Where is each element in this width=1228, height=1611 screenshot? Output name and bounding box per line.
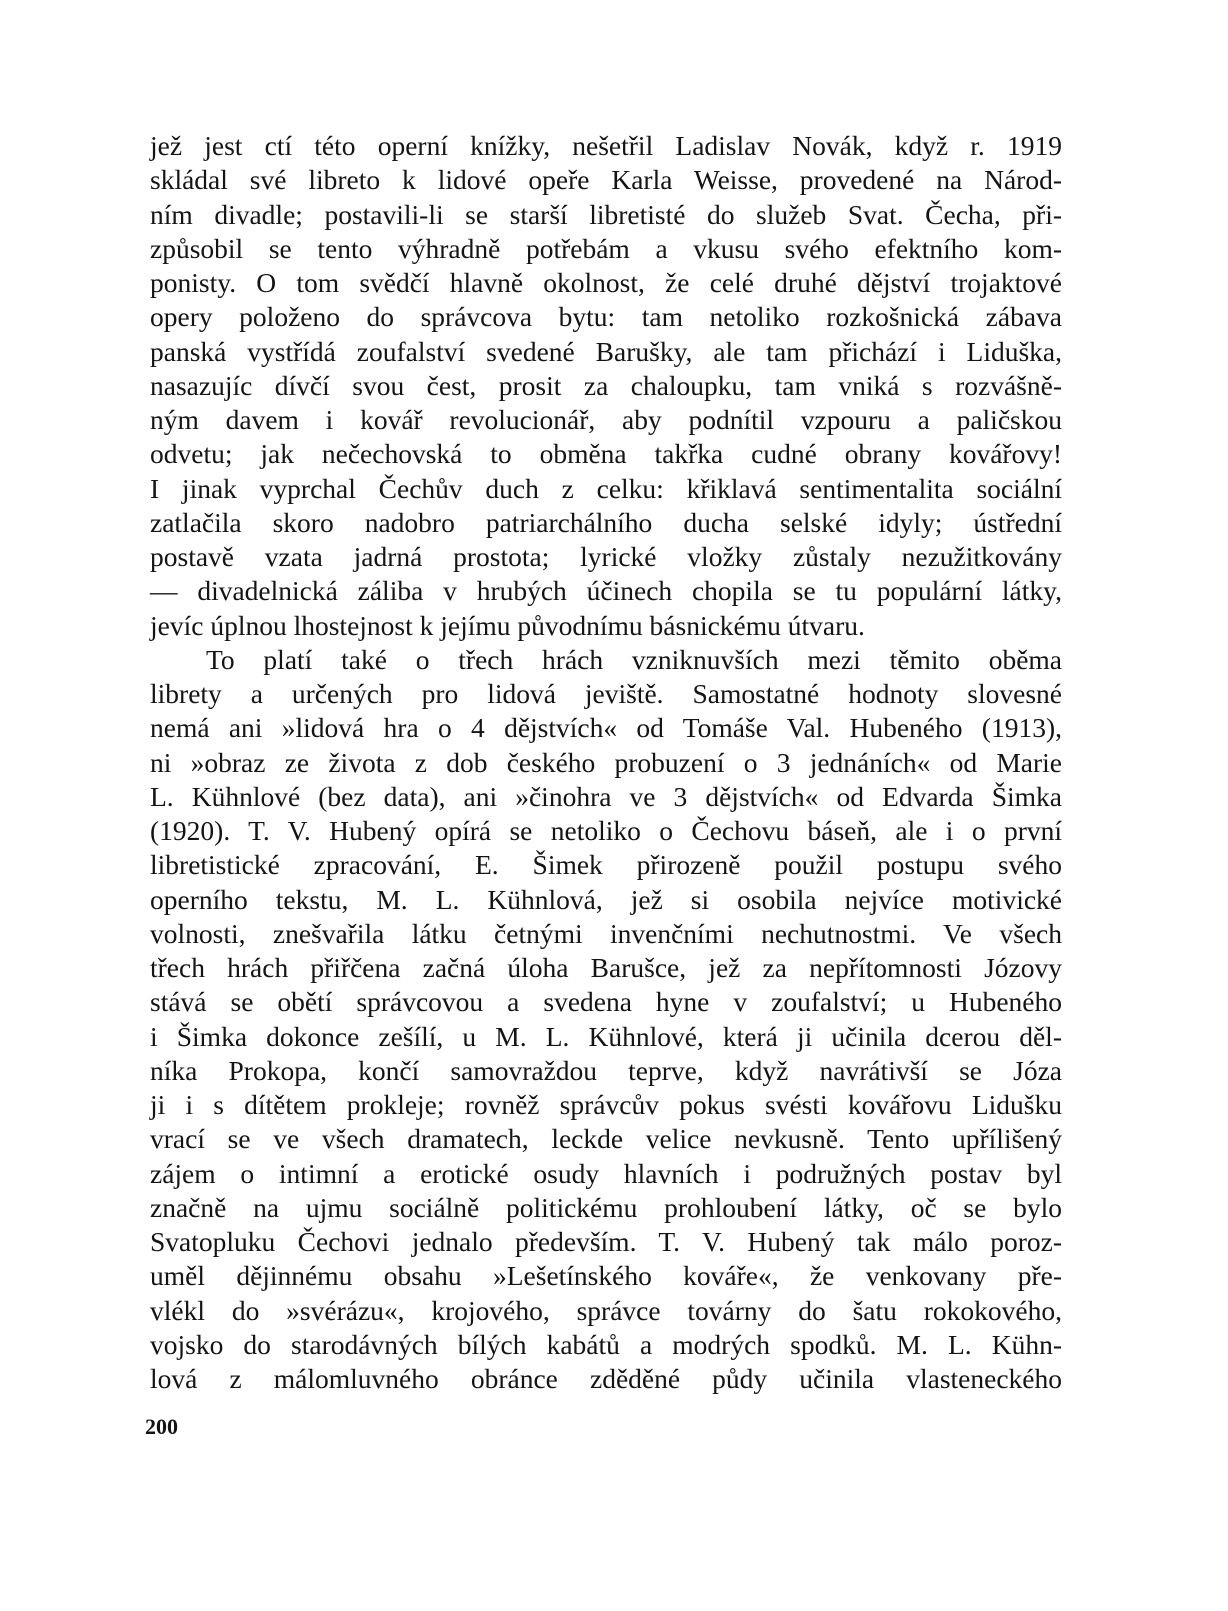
text-line: ji i s dítětem prokleje; rovněž správcův pokus svésti kovářovu Lidušku [150,1089,1062,1120]
body-text [150,129,1062,1396]
text-line: panská vystřídá zoufalství svedené Barušky, ale tam přichází i Liduška, [150,335,1062,367]
text-line: třech hrách přiřčena začná úloha Barušce, jež za nepřítomnosti Józovy [150,952,1062,983]
text-line: operního tekstu, M. L. Kühnlová, jež si osobila nejvíce motivické [150,883,1062,915]
text-line: lová z málomluvného obránce zděděné půdy učinila vlasteneckého [150,1363,1062,1394]
text-line: značně na ujmu sociálně politickému prohloubení látky, oč se bylo [150,1191,1062,1223]
text-line: odvetu; jak nečechovská to obměna takřka cudné obrany kovářovy! [150,438,1062,470]
text-line: L. Kühnlové (bez data), ani »činohra ve 3 dějstvích« od Edvarda Šimka [150,780,1062,812]
text-line: postavě vzata jadrná prostota; lyrické vložky zůstaly nezužitkovány [150,541,1062,572]
paragraph-2 [150,643,1062,1397]
text-line: To platí také o třech hrách vzniknuvších mezi těmito oběma [206,643,1062,675]
text-line: způsobil se tento výhradně potřebám a vkusu svého efektního kom- [150,232,1062,264]
text-line: zájem o intimní a erotické osudy hlavních i podružných postav byl [150,1157,1062,1189]
text-line: ním divadle; postavili-li se starší libretisté do služeb Svat. Čecha, při- [150,198,1062,230]
paragraph-1 [150,129,1062,643]
text-line: volnosti, znešvařila látku četnými invenčními nechutnostmi. Ve všech [150,917,1062,949]
text-line: nasazujíc dívčí svou čest, prosit za chaloupku, tam vniká s rozvášně- [150,369,1062,401]
text-line: stává se obětí správcovou a svedena hyne v zoufalství; u Hubeného [150,986,1062,1018]
text-line: ponisty. O tom svědčí hlavně okolnost, že celé druhé dějství trojaktové [150,267,1062,298]
text-line: uměl dějinnému obsahu »Lešetínského kováře«, že venkovany pře- [150,1260,1062,1292]
text-line: vojsko do starodávných bílých kabátů a modrých spodků. M. L. Kühn- [150,1328,1062,1360]
text-line: nemá ani »lidová hra o 4 dějstvích« od Tomáše Val. Hubeného (1913), [150,712,1062,744]
text-line: I jinak vyprchal Čechův duch z celku: křiklavá sentimentalita sociální [150,472,1062,504]
text-line: opery položeno do správcova bytu: tam netoliko rozkošnická zábava [150,301,1062,333]
text-line: vlékl do »svérázu«, krojového, správce továrny do šatu rokokového, [150,1294,1062,1326]
text-line: skládal své libreto k lidové opeře Karla Weisse, provedené na Národ- [150,164,1062,196]
text-line: Svatopluku Čechovi jednalo především. T. V. Hubený tak málo poroz- [150,1226,1062,1257]
text-line: níka Prokopa, končí samovraždou teprve, když navrátivší se Józa [150,1054,1062,1086]
text-line: (1920). T. V. Hubený opírá se netoliko o Čechovu báseň, ale i o první [150,815,1062,846]
text-line: — divadelnická záliba v hrubých účinech chopila se tu populární látky, [150,575,1062,607]
text-line: jevíc úplnou lhostejnost k jejímu původnímu básnickému útvaru. [150,609,865,641]
text-line: ným davem i kovář revolucionář, aby podnítil vzpouru a paličskou [150,404,1062,435]
text-line: libretistické zpracování, E. Šimek přirozeně použil postupu svého [150,849,1062,881]
text-line: librety a určených pro lidová jeviště. Samostatné hodnoty slovesné [150,678,1062,709]
text-line: zatlačila skoro nadobro patriarchálního ducha selské idyly; ústřední [150,506,1062,538]
text-line: ni »obraz ze života z dob českého probuzení o 3 jednáních« od Marie [150,746,1062,778]
text-line: vrací se ve všech dramatech, leckde velice nevkusně. Tento upřílišený [150,1123,1062,1155]
page-number: 200 [145,1414,178,1439]
text-line: jež jest ctí této operní knížky, nešetřil Ladislav Novák, když r. 1919 [150,130,1062,161]
text-line: i Šimka dokonce zešílí, u M. L. Kühnlové, která ji učinila dcerou děl- [150,1020,1062,1052]
